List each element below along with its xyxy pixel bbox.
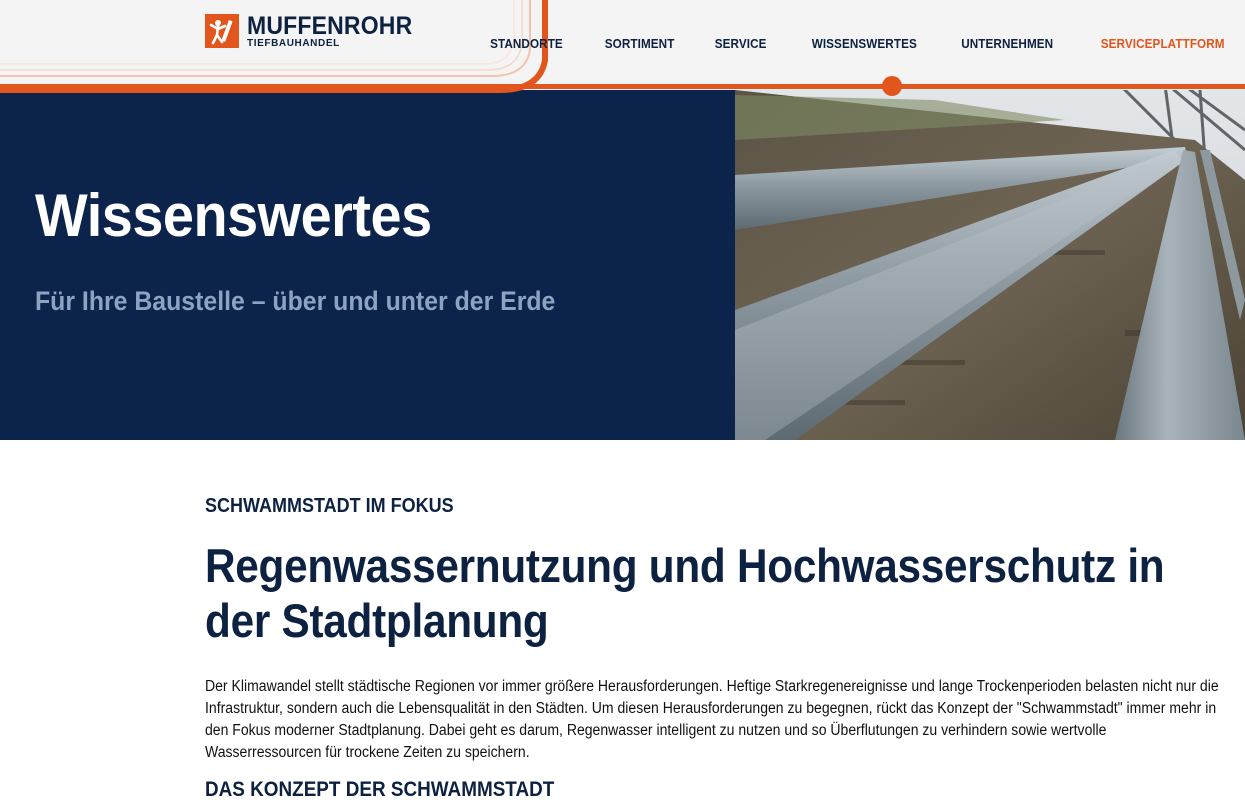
nav-item-standorte[interactable]: STANDORTE [490, 36, 564, 51]
article-headline: Regenwassernutzung und Hochwasserschutz in der Stadtplanung [205, 539, 1165, 647]
nav-item-service[interactable]: SERVICE [714, 36, 767, 51]
article-intro: Der Klimawandel stellt städtische Regionen vor immer größere Herausforderungen. Heftige Starkregenereignisse und lange Trockenperioden belasten nicht nur die Infrastruktur, sondern auch die Lebensqualität in den Städten. Um diesen Herausforderungen zu begegnen, rückt das Konzept der "Schwammstadt" immer mehr in den Fokus moderner Stadtplanung. Dabei geht es darum, Regenwasser intelligent zu nutzen und so Überflutungen zu verhindern sowie wertvolle Wasserressourcen für trockene Zeiten zu speichern. [205, 678, 1219, 761]
page-subtitle: Für Ihre Baustelle – über und unter der Erde [35, 286, 556, 316]
hero-panel [0, 89, 735, 440]
nav-item-serviceplattform[interactable]: SERVICEPLATTFORM [1101, 36, 1225, 51]
nav-item-unternehmen[interactable]: UNTERNEHMEN [961, 36, 1054, 51]
logo-name: MUFFENROHR [247, 12, 413, 40]
article-kicker: SCHWAMMSTADT IM FOKUS [205, 495, 454, 517]
main-nav [448, 36, 1225, 51]
site-header [0, 0, 1245, 90]
nav-item-wissenswertes[interactable]: WISSENSWERTES [811, 36, 918, 51]
page-title: Wissenswertes [35, 182, 432, 249]
hero-section [0, 89, 1245, 440]
pipe-worker-icon [205, 14, 239, 48]
article [205, 495, 1225, 802]
header-accent-line [0, 84, 1245, 89]
logo[interactable] [205, 14, 427, 50]
active-nav-indicator [882, 76, 902, 96]
section-heading: DAS KONZEPT DER SCHWAMMSTADT [205, 778, 555, 801]
logo-subtitle: TIEFBAUHANDEL [247, 38, 340, 49]
nav-item-sortiment[interactable]: SORTIMENT [605, 36, 675, 51]
